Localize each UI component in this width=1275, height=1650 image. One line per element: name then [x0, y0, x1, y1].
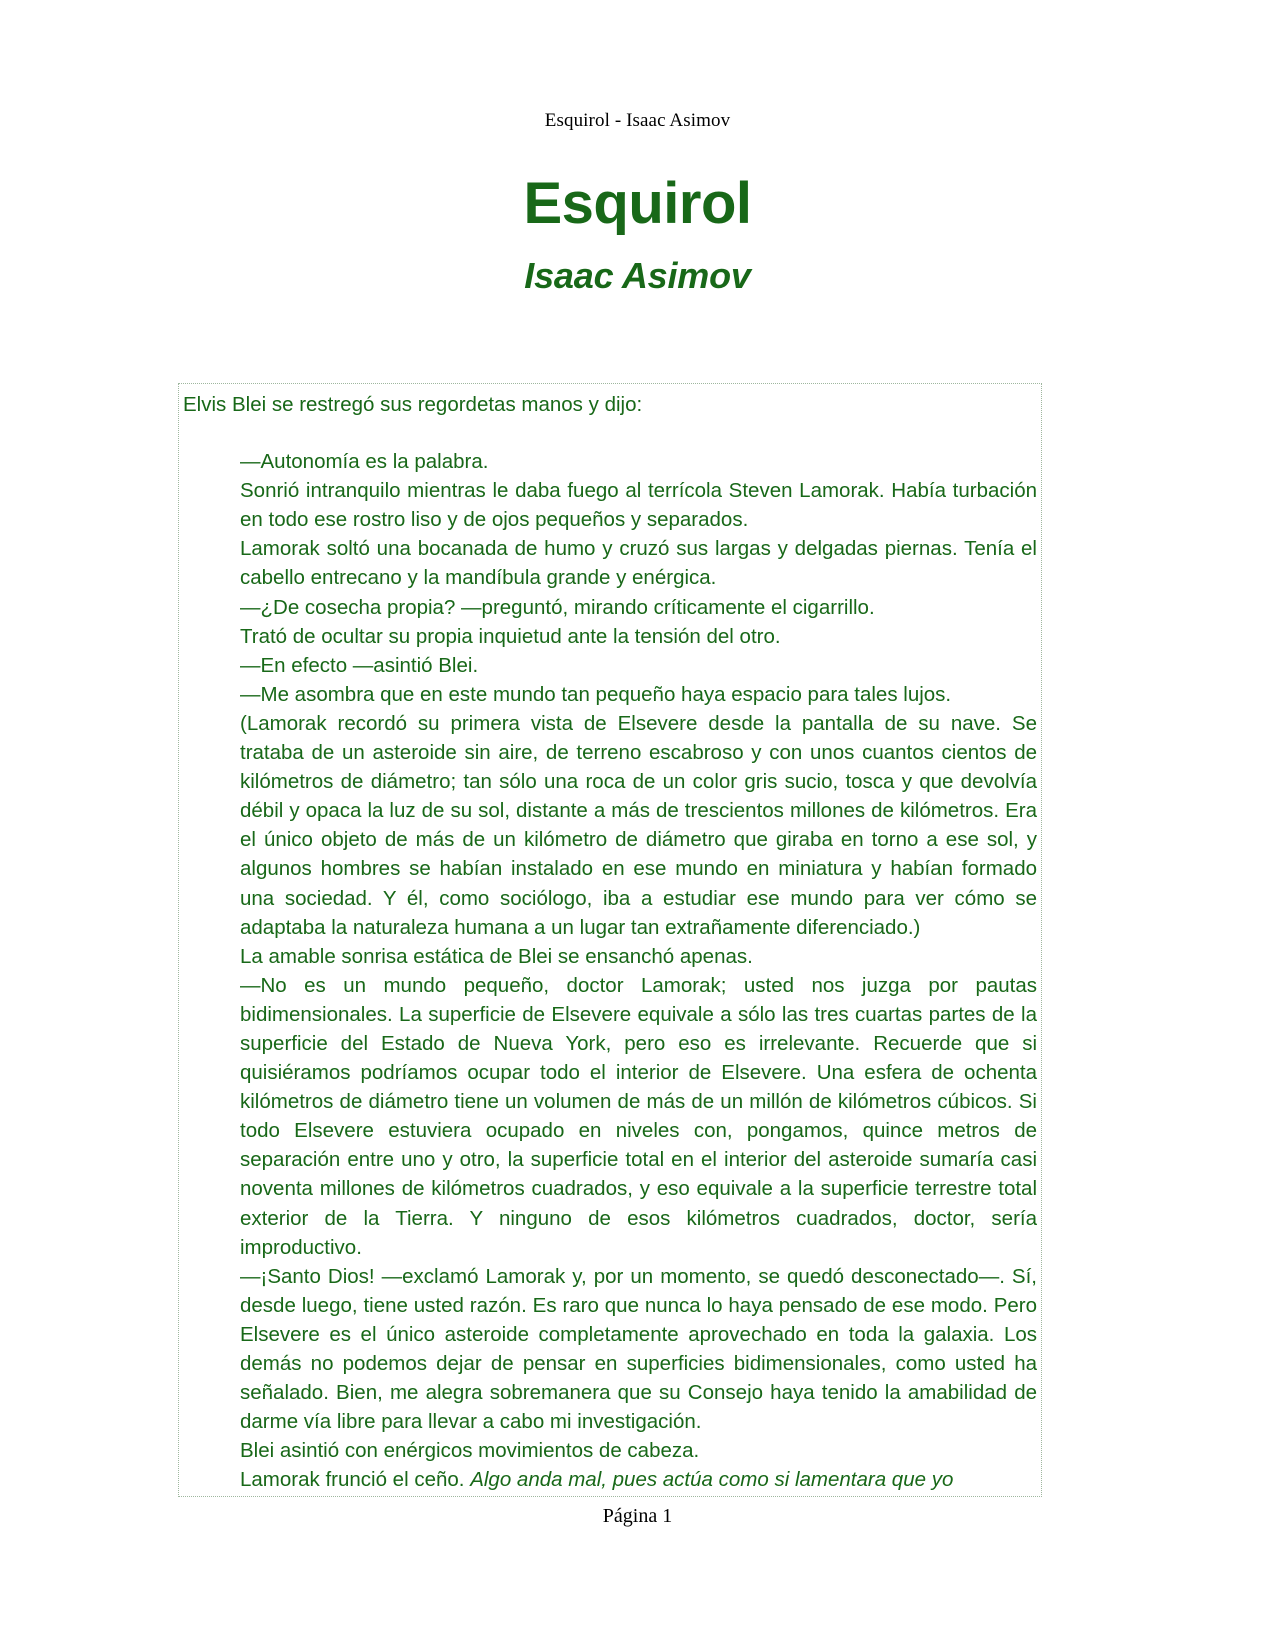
paragraph: Blei asintió con enérgicos movimientos de cabeza.	[240, 1439, 700, 1463]
paragraph: —¿De cosecha propia? —preguntó, mirando críticamente el cigarrillo.	[240, 595, 875, 619]
document-title: Esquirol	[523, 171, 752, 236]
paragraph: —Autonomía es la palabra.	[240, 450, 489, 474]
final-paragraph-italic: Algo anda mal, pues actúa como si lamentara que yo	[470, 1468, 954, 1492]
body-text	[179, 384, 1041, 1496]
final-paragraph-roman: Lamorak frunció el ceño.	[240, 1468, 471, 1492]
paragraph: —En efecto —asintió Blei.	[240, 653, 479, 677]
paragraph: (Lamorak recordó su primera vista de Elsevere desde la pantalla de su nave. Se trataba de un asteroide sin aire, de terreno escabroso y con unos cuantos cientos de kilómetros de diámetro; tan sólo una roca de un color gris sucio, tosca y que devolvía débil y opaca la luz de su sol, distante a más de trescientos millones de kilómetros. Era el único objeto de más de un kilómetro de diámetro que giraba en torno a ese sol, y algunos hombres se habían instalado en ese mundo en miniatura y habían formado una sociedad. Y él, como sociólogo, iba a estudiar ese mundo para ver cómo se adaptaba la naturaleza humana a un lugar tan extrañamente diferenciado.)	[240, 711, 1037, 939]
paragraph: Sonrió intranquilo mientras le daba fuego al terrícola Steven Lamorak. Había turbación en todo ese rostro liso y de ojos pequeños y separados.	[240, 479, 1037, 532]
title-block	[0, 172, 1275, 298]
body-text-frame	[178, 383, 1042, 1497]
paragraph: Lamorak soltó una bocanada de humo y cruzó sus largas y delgadas piernas. Tenía el cabello entrecano y la mandíbula grande y enérgica.	[240, 537, 1037, 590]
page-number-footer: Página 1	[602, 1505, 673, 1527]
paragraph: —¡Santo Dios! —exclamó Lamorak y, por un momento, se quedó desconectado—. Sí, desde luego, tiene usted razón. Es raro que nunca lo haya pensado de ese modo. Pero Elsevere es el único asteroide completamente aprovechado en toda la galaxia. Los demás no podemos dejar de pensar en superficies bidimensionales, como usted ha señalado. Bien, me alegra sobremanera que su Consejo haya tenido la amabilidad de darme vía libre para llevar a cabo mi investigación.	[240, 1264, 1037, 1434]
paragraph: —Me asombra que en este mundo tan pequeño haya espacio para tales lujos.	[240, 682, 952, 706]
document-author: Isaac Asimov	[524, 255, 751, 296]
paragraph-final	[183, 1465, 1037, 1494]
paragraph: —No es un mundo pequeño, doctor Lamorak; usted nos juzga por pautas bidimensionales. La superficie de Elsevere equivale a sólo las tres cuartas partes de la superficie del Estado de Nueva York, pero eso es irrelevante. Recuerde que si quisiéramos podríamos ocupar todo el interior de Elsevere. Una esfera de ochenta kilómetros de diámetro tiene un volumen de más de un millón de kilómetros cúbicos. Si todo Elsevere estuviera ocupado en niveles con, pongamos, quince metros de separación entre uno y otro, la superficie total en el interior del asteroide sumaría casi noventa millones de kilómetros cuadrados, y eso equivale a la superficie terrestre total exterior de la Tierra. Y ninguno de esos kilómetros cuadrados, doctor, sería improductivo.	[240, 973, 1037, 1259]
paragraph: Trató de ocultar su propia inquietud ante la tensión del otro.	[240, 624, 781, 648]
lead-line: Elvis Blei se restregó sus regordetas manos y dijo:	[183, 393, 643, 416]
paragraph: La amable sonrisa estática de Blei se ensanchó apenas.	[240, 944, 753, 968]
running-header: Esquirol - Isaac Asimov	[544, 110, 731, 131]
